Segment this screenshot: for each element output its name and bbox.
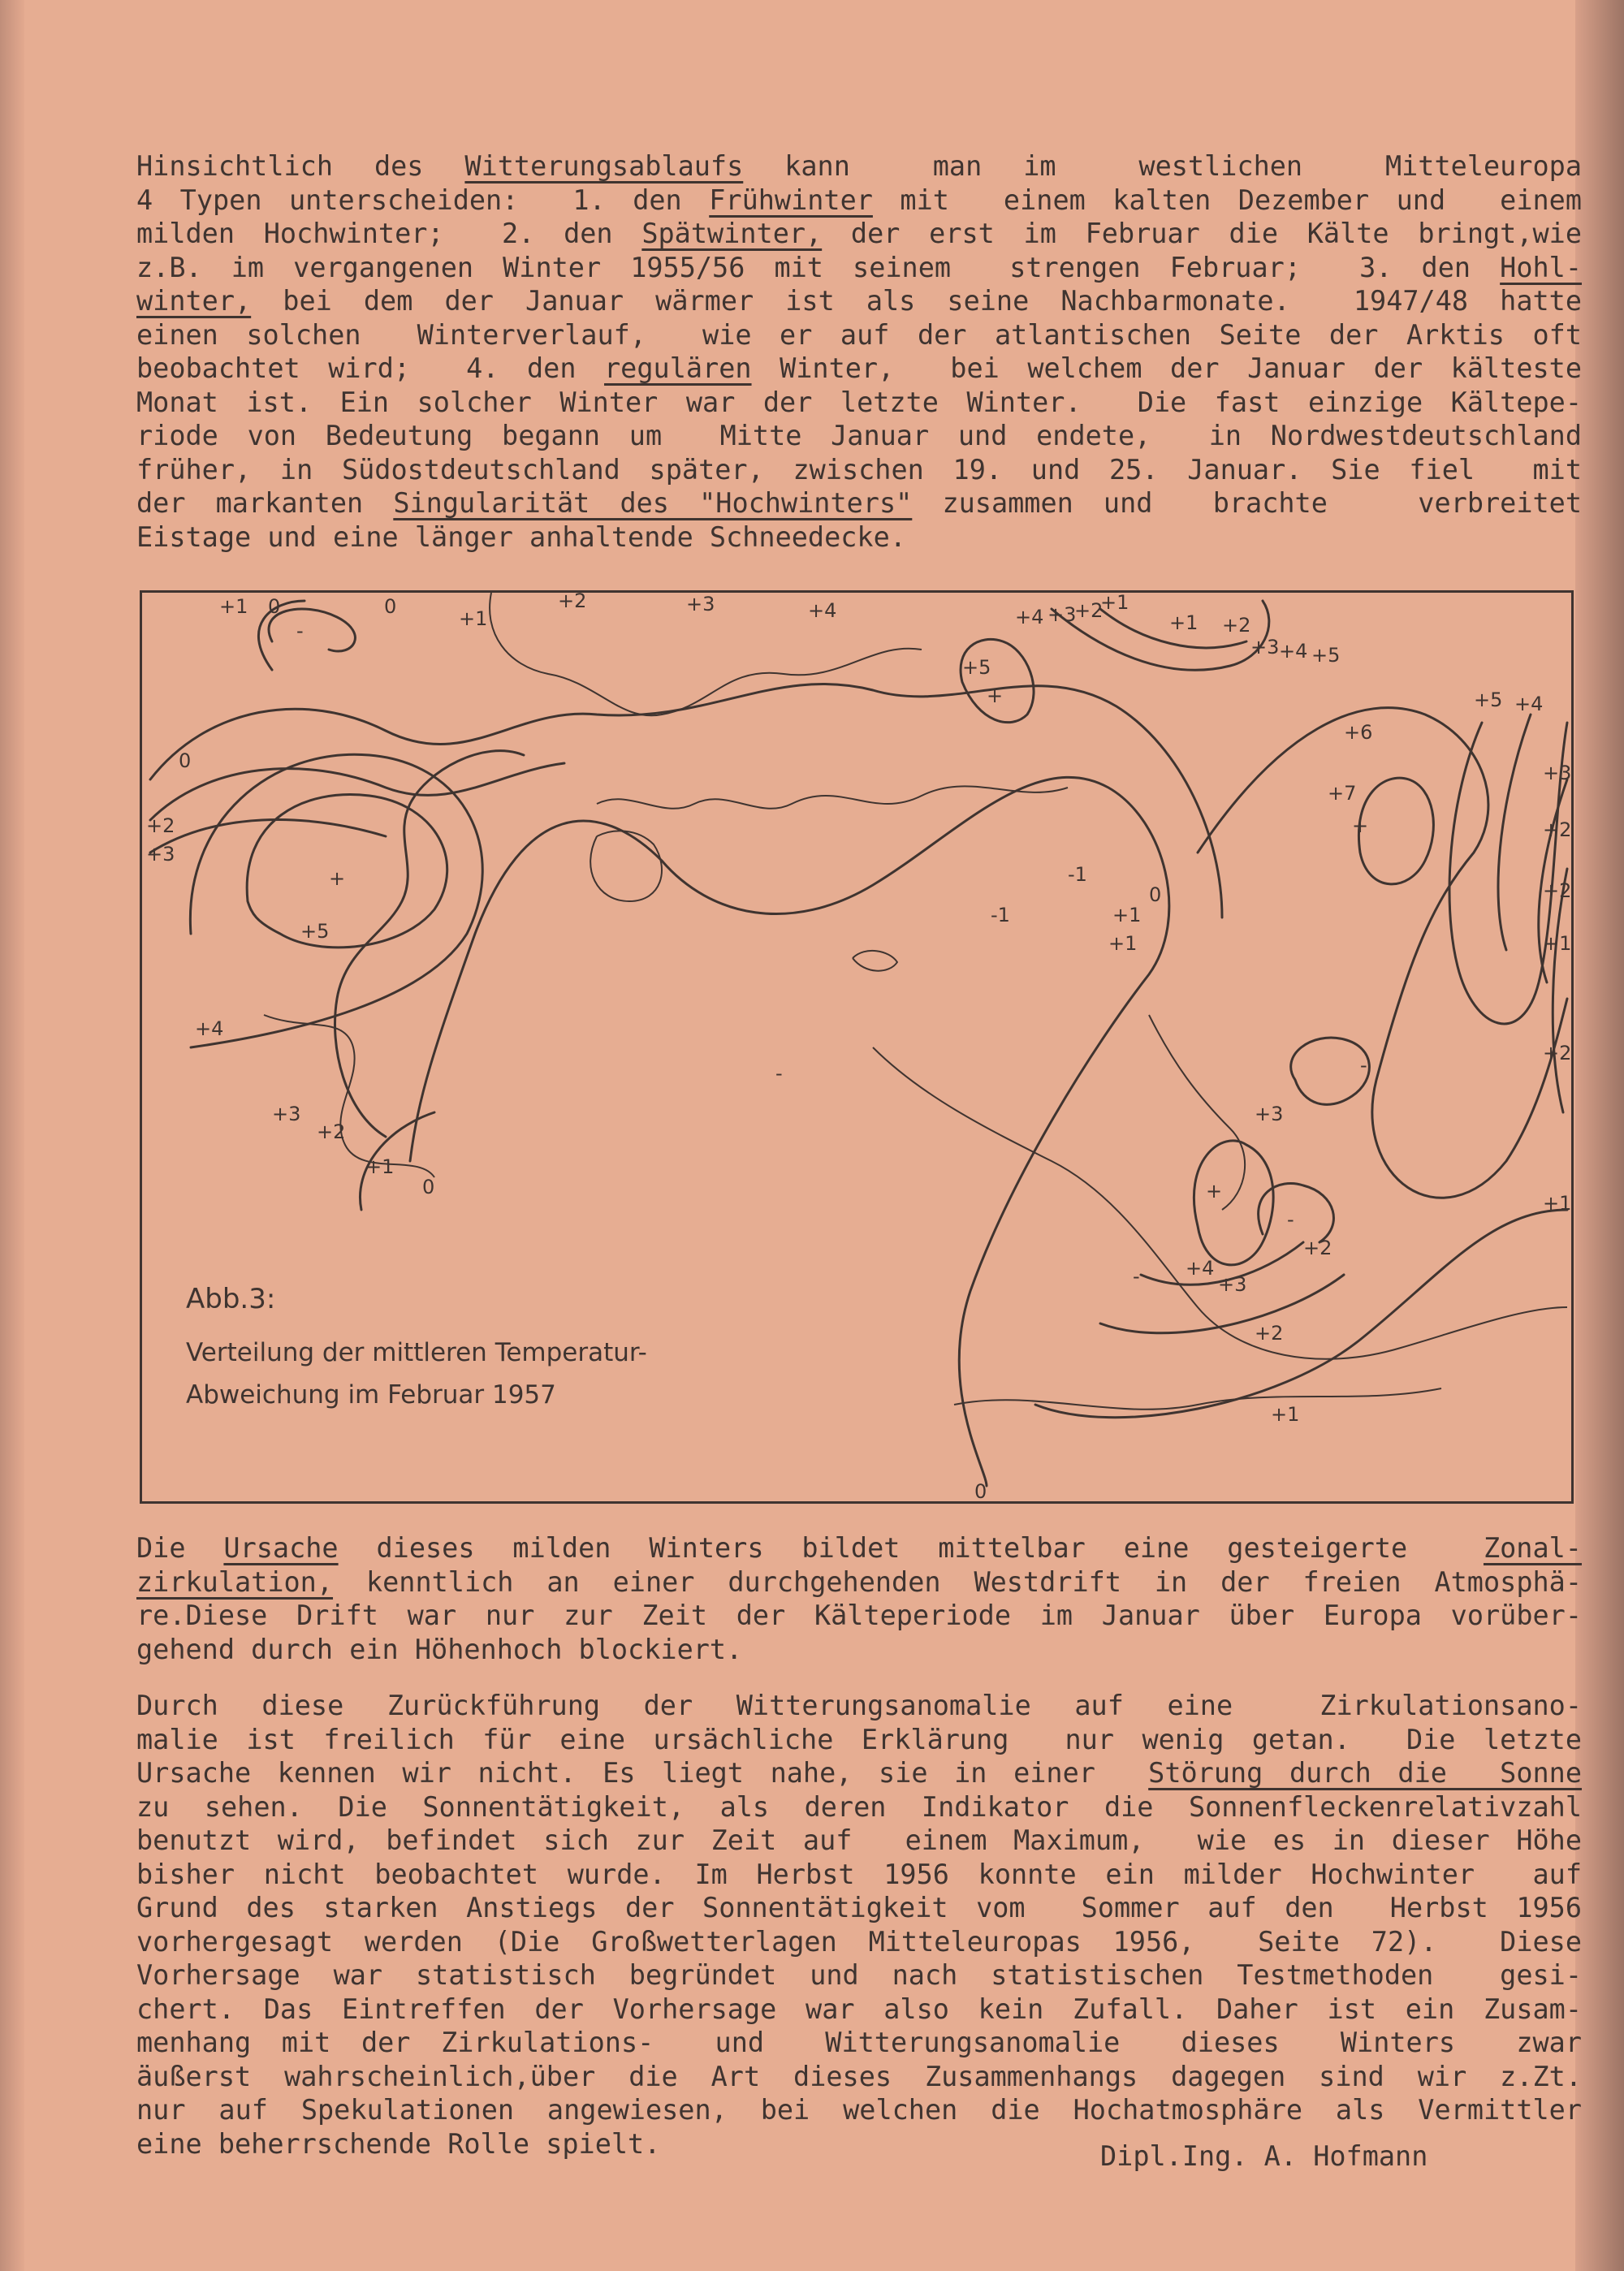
text-line (136, 1756, 1582, 1790)
map-label: +1 (459, 607, 488, 630)
text-line (136, 352, 1582, 386)
map-label: - (775, 1062, 783, 1085)
text-run: vorhergesagt werden (Die Großwetterlagen Mitteleuropas 1956, Seite 72). Diese (136, 1925, 1582, 1958)
text-line (136, 1891, 1582, 1925)
map-label: +2 (558, 593, 587, 612)
map-label: +1 (1169, 611, 1199, 634)
map-label: +3 (272, 1103, 301, 1125)
text-line (136, 1925, 1582, 1959)
map-label: +2 (1074, 599, 1104, 622)
map-label: +2 (146, 814, 175, 837)
map-label: +1 (1543, 932, 1571, 955)
map-label: +1 (1108, 932, 1138, 955)
text-run: Vorhersage war statistisch begründet und nach statistischen Testmethoden gesi- (136, 1959, 1582, 1991)
map-label: +1 (365, 1155, 395, 1178)
text-run: Durch diese Zurückführung der Witterungsanomalie auf eine Zirkulationsano- (136, 1690, 1582, 1721)
text-line (136, 1689, 1582, 1723)
underlined-term: winter, (136, 285, 252, 317)
map-label: +2 (1543, 1042, 1571, 1064)
map-label: +1 (1100, 593, 1129, 614)
map-label: +4 (1186, 1257, 1215, 1280)
coastline-iberia (264, 1015, 434, 1177)
map-label: - (1133, 1265, 1140, 1288)
text-line (136, 2093, 1582, 2127)
map-label: +4 (1015, 606, 1044, 628)
text-run: z.B. im vergangenen Winter 1955/56 mit seinem strengen Februar; 3. den (136, 251, 1501, 283)
map-label: +4 (1279, 640, 1308, 663)
text-run: zu sehen. Die Sonnentätigkeit, als deren Indikator die Sonnenfleckenrelativzahl (136, 1790, 1582, 1823)
text-line (136, 217, 1582, 251)
author-signature: Dipl.Ing. A. Hofmann (1100, 2140, 1428, 2172)
map-label: 0 (179, 749, 192, 772)
map-label: - (1360, 1054, 1367, 1077)
figure-caption-line: Verteilung der mittleren Temperatur- (186, 1338, 647, 1367)
text-line (136, 453, 1582, 487)
underlined-term: Zonal- (1483, 1532, 1582, 1564)
underlined-term: Störung durch die Sonne (1148, 1757, 1582, 1789)
map-label: +7 (1328, 782, 1357, 805)
text-line (136, 284, 1582, 318)
text-run: Eistage und eine länger anhaltende Schneedecke. (136, 520, 906, 553)
text-line (136, 251, 1582, 285)
map-label: - (1287, 1208, 1294, 1231)
text-run: einen solchen Winterverlauf, wie er auf der atlantischen Seite der Arktis oft (136, 318, 1582, 351)
isoline-plus5-north (961, 639, 1034, 722)
figure-temperature-anomaly-map (140, 590, 1574, 1504)
underlined-term: Singularität des "Hochwinters" (393, 487, 913, 519)
text-run: beobachtet wird; 4. den (136, 352, 605, 384)
map-label: +1 (1112, 904, 1142, 926)
map-label: +3 (146, 843, 175, 866)
map-label: +2 (1543, 818, 1571, 841)
map-label: +3 (1047, 603, 1077, 626)
map-label: + (1352, 814, 1369, 837)
text-run: malie ist freilich für eine ursächliche Erklärung nur wenig getan. Die letzte (136, 1723, 1582, 1755)
text-run: Grund des starken Anstiegs der Sonnentätigkeit vom Sommer auf den Herbst 1956 (136, 1892, 1582, 1923)
text-run: milden Hochwinter; 2. den (136, 218, 642, 249)
island-iceland (853, 951, 897, 971)
isoline-minus-med (1291, 1038, 1370, 1104)
text-run: riode von Bedeutung begann um Mitte Januar und endete, in Nordwestdeutschland (136, 420, 1582, 451)
text-run: bei dem der Januar wärmer ist als seine Nachbarmonate. 1947/48 hatte (251, 285, 1582, 317)
map-label: - (296, 620, 304, 642)
text-line (136, 1531, 1582, 1565)
isoline-plus4-east (1498, 715, 1531, 950)
isoline-plus7-east (1358, 778, 1433, 884)
text-run: zusammen und brachte verbreitet (912, 487, 1582, 519)
text-line (136, 1790, 1582, 1824)
isoline-plus-italy (1194, 1141, 1273, 1265)
text-run: früher, in Südostdeutschland später, zwischen 19. und 25. Januar. Sie fiel mit (136, 453, 1582, 486)
map-label: 0 (384, 595, 397, 618)
map-label: +3 (1255, 1103, 1284, 1125)
map-label: 0 (974, 1480, 987, 1501)
underlined-term: Witterungsablaufs (464, 150, 744, 182)
text-run: Monat ist. Ein solcher Winter war der letzte Winter. Die fast einzige Kältepe- (136, 386, 1582, 418)
text-run: menhang mit der Zirkulations- und Witterungsanomalie dieses Winters zwar (136, 2027, 1582, 2058)
text-run: bisher nicht beobachtet wurde. Im Herbst 1956 konnte ein milder Hochwinter auf (136, 1858, 1582, 1890)
text-run: nur auf Spekulationen angewiesen, bei welchen die Hochatmosphäre als Vermittler (136, 2094, 1582, 2126)
underlined-term: Ursache (223, 1532, 339, 1564)
underlined-term: regulären (604, 352, 752, 384)
isoline-plus3-west (150, 820, 386, 853)
underlined-term: Hohl- (1500, 251, 1582, 283)
map-label: +3 (1218, 1273, 1247, 1296)
text-line (136, 486, 1582, 520)
underlined-term: Spätwinter, (641, 218, 823, 249)
text-run: Winter, bei welchem der Januar der kälteste (751, 352, 1583, 384)
isoline-minus-balkan (1259, 1184, 1334, 1243)
text-run: re.Diese Drift war nur zur Zeit der Kälteperiode im Januar über Europa vorüber- (136, 1600, 1582, 1631)
text-line (136, 149, 1582, 183)
map-label: -1 (991, 904, 1010, 926)
text-run: benutzt wird, befindet sich zur Zeit auf einem Maximum, wie es in dieser Höhe (136, 1824, 1582, 1856)
text-line (136, 1993, 1582, 2027)
text-line (136, 183, 1582, 218)
figure-caption-title: Abb.3: (186, 1283, 276, 1315)
coastline-africa (954, 1388, 1441, 1410)
map-label: +4 (1514, 693, 1544, 715)
text-run: der erst im Februar die Kälte bringt,wie (822, 218, 1583, 249)
isoline-plus2-west (150, 763, 564, 820)
text-line (136, 318, 1582, 352)
map-label: +2 (1222, 614, 1251, 637)
text-run: Die (136, 1532, 224, 1564)
map-label: +3 (1250, 636, 1280, 658)
paragraph-weather-types (136, 149, 1582, 554)
text-run: der markanten (136, 487, 394, 519)
text-run: mit einem kalten Dezember und einem (872, 183, 1582, 216)
isoline-zero-coast (335, 751, 525, 1137)
text-line (136, 419, 1582, 453)
text-run: Hinsichtlich des (136, 150, 465, 182)
map-label: +2 (1543, 879, 1571, 902)
text-line (136, 1565, 1582, 1600)
map-label: +4 (808, 599, 837, 622)
text-run: Ursache kennen wir nicht. Es liegt nahe, sie in einer (136, 1757, 1149, 1789)
map-label: +6 (1344, 721, 1373, 744)
text-run: 4 Typen unterscheiden: 1. den (136, 183, 710, 216)
map-label: -1 (1068, 863, 1087, 886)
underlined-term: Frühwinter (709, 183, 873, 216)
underlined-term: zirkulation, (136, 1565, 334, 1598)
coastline-europe-north (597, 786, 1068, 808)
map-label: 0 (1149, 883, 1162, 906)
text-run: kenntlich an einer durchgehenden Westdrift in der freien Atmosphä- (333, 1565, 1582, 1598)
text-run: chert. Das Eintreffen der Vorhersage war also kein Zufall. Daher ist ein Zusam- (136, 1993, 1582, 2025)
text-run: kann man im westlichen Mitteleuropa (743, 150, 1582, 182)
map-label: +5 (300, 920, 330, 943)
isoline-plus5-low (247, 795, 447, 948)
text-run: äußerst wahrscheinlich,über die Art dieses Zusammenhangs dagegen sind wir z.Zt. (136, 2060, 1582, 2092)
text-line (136, 2026, 1582, 2060)
map-label: +3 (1543, 762, 1571, 784)
page-edge-right (1575, 0, 1624, 2271)
map-label: +5 (1474, 689, 1503, 711)
text-run: eine beherrschende Rolle spielt. (136, 2127, 661, 2160)
map-label: 0 (268, 595, 281, 618)
map-label: +2 (1255, 1322, 1284, 1345)
text-run: gehend durch ein Höhenhoch blockiert. (136, 1633, 743, 1665)
isoline-plus2-east (1553, 869, 1567, 1112)
text-line (136, 1599, 1582, 1633)
page-edge-left (0, 0, 24, 2271)
text-line (136, 1858, 1582, 1892)
map-label: +2 (317, 1120, 346, 1143)
map-label: 0 (422, 1176, 435, 1198)
text-line (136, 1723, 1582, 1757)
map-label: + (1206, 1180, 1223, 1202)
text-line (136, 386, 1582, 420)
map-label: +1 (219, 595, 248, 618)
text-line (136, 520, 1582, 555)
coastline-britain (590, 831, 662, 901)
figure-caption (186, 1283, 647, 1416)
map-label: +5 (1311, 644, 1341, 667)
coastline-italy (1149, 1015, 1245, 1210)
text-line (136, 1958, 1582, 1993)
paragraph-cause (136, 1531, 1582, 1666)
map-label: +1 (1543, 1192, 1571, 1215)
text-run: dieses milden Winters bildet mittelbar eine gesteigerte (338, 1532, 1484, 1564)
coastline-mediterranean (873, 1047, 1567, 1359)
map-label: +3 (686, 593, 715, 615)
map-label: + (987, 684, 1004, 707)
paragraph-solar-activity (136, 1689, 1582, 2161)
text-line (136, 1633, 1582, 1667)
map-label: +5 (962, 656, 991, 679)
isoline-minus-north (269, 609, 355, 651)
text-line (136, 2060, 1582, 2094)
figure-caption-line: Abweichung im Februar 1957 (186, 1380, 556, 1410)
isoline-plus1-south (1035, 1210, 1567, 1418)
map-label: + (329, 867, 346, 890)
map-label: +1 (1271, 1403, 1300, 1426)
map-label: +4 (195, 1017, 224, 1040)
map-label: +2 (1303, 1237, 1332, 1259)
text-line (136, 1824, 1582, 1858)
